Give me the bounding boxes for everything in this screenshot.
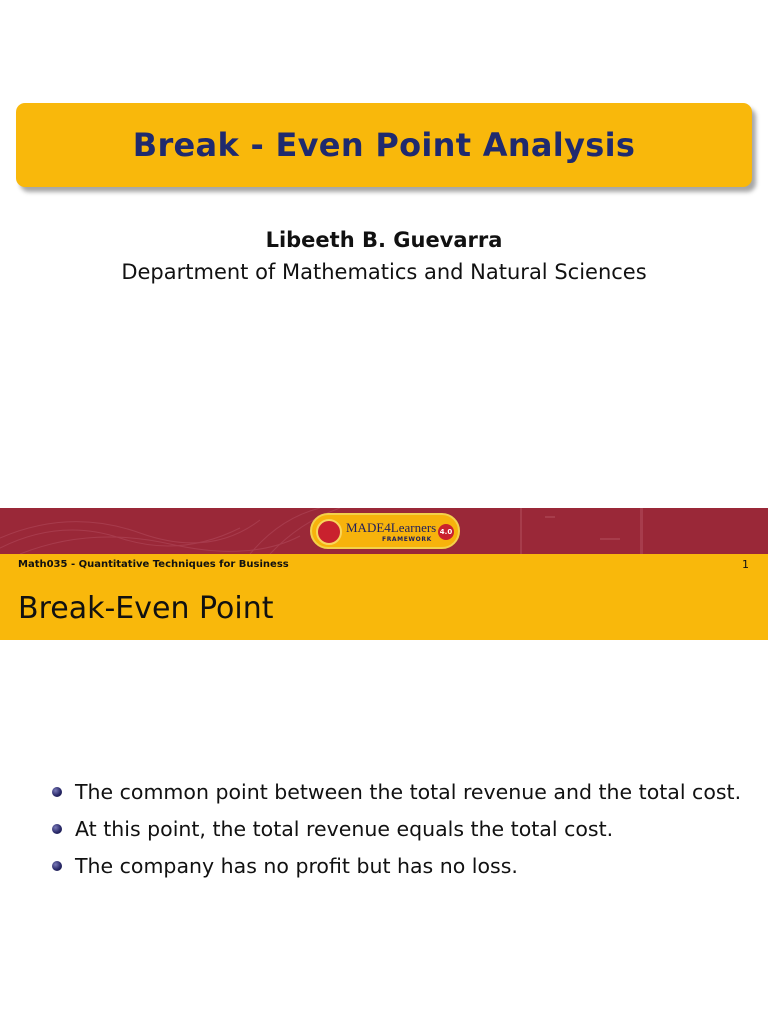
- bullet-text: The company has no profit but has no loss.: [75, 854, 518, 878]
- list-item: [48, 850, 741, 887]
- logo-text: MADE4Learners: [346, 520, 437, 535]
- department-name: Department of Mathematics and Natural Sciences: [121, 260, 647, 284]
- content-slide: [0, 576, 768, 1024]
- bullet-icon: [52, 787, 62, 797]
- bullet-text: The common point between the total revenue and the total cost.: [75, 780, 742, 804]
- presentation-title: Break - Even Point Analysis: [132, 126, 636, 164]
- bullet-icon: [52, 861, 62, 871]
- bullet-icon: [52, 824, 62, 834]
- list-item: [48, 776, 741, 813]
- course-label: Math035 - Quantitative Techniques for Business: [18, 559, 289, 570]
- logo-subtext: FRAMEWORK: [382, 536, 432, 543]
- seal-icon: [316, 519, 342, 545]
- bullet-text: At this point, the total revenue equals the total cost.: [75, 817, 614, 841]
- title-box: [16, 103, 752, 187]
- slide-footer: [0, 554, 768, 576]
- author-name: Libeeth B. Guevarra: [265, 228, 503, 252]
- frame-title-bar: [0, 576, 768, 640]
- list-item: [48, 813, 741, 850]
- made4learners-logo: [310, 513, 460, 549]
- page-number: 1: [742, 558, 749, 571]
- logo-badge: 4.0: [438, 524, 454, 540]
- bullet-list: [48, 776, 741, 887]
- frame-title: Break-Even Point: [18, 591, 274, 626]
